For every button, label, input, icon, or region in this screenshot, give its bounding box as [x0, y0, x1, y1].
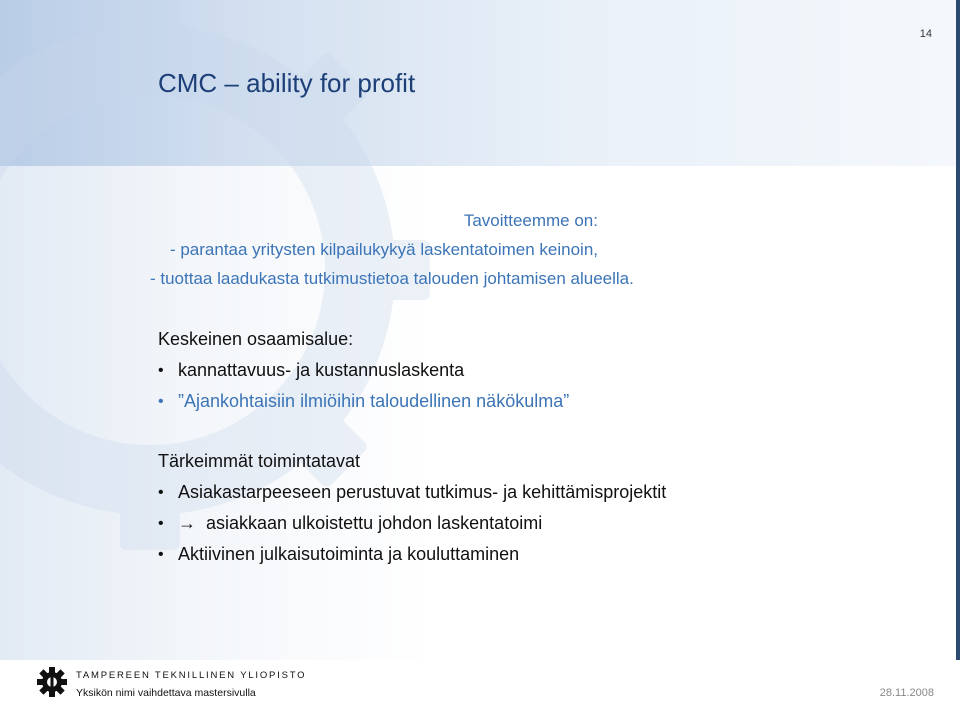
footer-date: 28.11.2008: [879, 687, 934, 699]
university-gear-logo-icon: [36, 666, 68, 698]
footer-subtitle: Yksikön nimi vaihdettava mastersivulla: [76, 687, 256, 699]
list-item-text: ”Ajankohtaisiin ilmiöihin taloudellinen näkökulma”: [178, 391, 570, 411]
list-item-text: kannattavuus- ja kustannuslaskenta: [178, 360, 465, 380]
bullet-dot-icon: •: [158, 546, 164, 563]
list-item: [158, 539, 666, 570]
bullet-dot-icon: •: [158, 393, 164, 410]
goals-line: - parantaa yritysten kilpailukykyä laskentatoimen keinoin,: [169, 240, 598, 259]
goals-block: [150, 206, 634, 293]
activities-section: [158, 446, 666, 570]
goals-heading: Tavoitteemme on:: [463, 211, 598, 230]
list-item-text: asiakkaan ulkoistettu johdon laskentatoimi: [206, 513, 543, 533]
list-item: [158, 477, 666, 508]
list-item-text: Aktiivinen julkaisutoiminta ja kouluttaminen: [178, 544, 520, 564]
list-item: [158, 508, 666, 539]
slide-title: CMC – ability for profit: [158, 68, 416, 98]
university-name: TAMPEREEN TEKNILLINEN YLIOPISTO: [76, 670, 307, 681]
list-item: [158, 355, 569, 386]
list-item-text: Asiakastarpeeseen perustuvat tutkimus- ja kehittämisprojektit: [178, 482, 667, 502]
arrow-right-icon: →: [178, 513, 196, 533]
competence-heading: Keskeinen osaamisalue:: [158, 329, 354, 349]
bullet-dot-icon: •: [158, 515, 164, 532]
right-edge-bar: [956, 0, 960, 660]
competence-section: [158, 324, 569, 417]
goals-line: - tuottaa laadukasta tutkimustietoa talouden johtamisen alueella.: [150, 269, 634, 288]
list-item: [158, 386, 569, 417]
page-number: 14: [919, 28, 932, 40]
activities-heading: Tärkeimmät toimintatavat: [158, 451, 361, 471]
bullet-dot-icon: •: [158, 362, 164, 379]
bullet-dot-icon: •: [158, 484, 164, 501]
